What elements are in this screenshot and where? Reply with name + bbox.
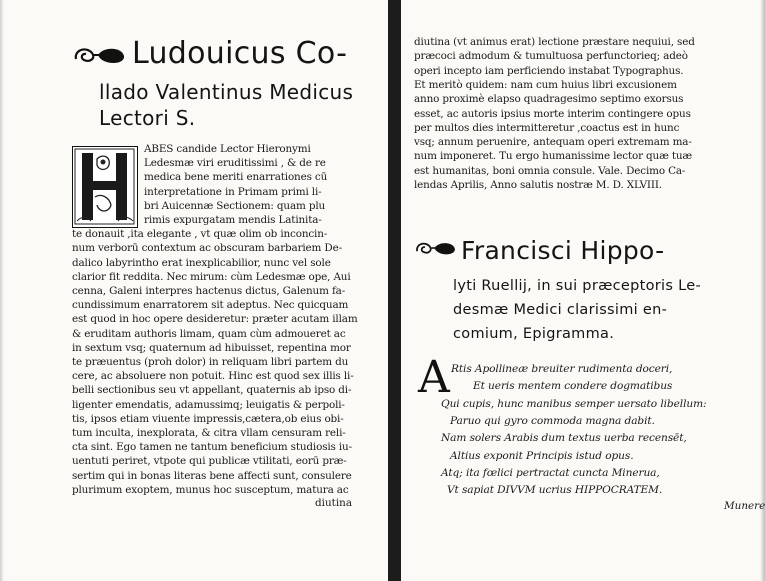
scan-edge <box>760 0 765 581</box>
left-body-line: medica bene meriti enarrationes cū <box>144 171 328 184</box>
right-body-line: anno proximè elapso quadragesimo septimo exorsus <box>414 93 684 106</box>
poem-line: Et ueris mentem condere dogmatibus <box>473 380 673 393</box>
fleuron-ornament-icon <box>414 239 458 257</box>
right-body-line: diutina (vt animus erat) lectione præstare nequiui, sed <box>414 36 695 48</box>
left-body-line: tum inculta, inexplorata, & citra vllam censuram reli- <box>72 427 346 439</box>
left-body-line: ABES candide Lector Hieronymi <box>144 143 311 155</box>
poem-line: Qui cupis, hunc manibus semper uersato libellum: <box>441 397 707 410</box>
right-body-line: esset, ac autoris ipsius morte interim contingere opus <box>414 107 691 120</box>
left-body-line: dalico labyrintho erat inexplicabilior, nunc vel sole <box>72 256 331 269</box>
book-gutter <box>388 0 401 581</box>
left-body-line: bri Auicennæ Sectionem: quam plu <box>144 199 326 212</box>
right-body-line: est humanitas, boni omnia consule. Vale. Decimo Ca- <box>414 164 686 177</box>
left-body-line: est quod in hoc opere desideretur: præter acutam illam <box>72 313 358 326</box>
left-body-line: uentuti periret, vtpote qui publicæ vtilitati, eorū præ- <box>72 455 347 468</box>
poem-line: Nam solers Arabis dum textus uerba recensēt, <box>441 432 687 445</box>
decorated-initial-h-icon <box>73 147 136 226</box>
epigram-title-line-2: lyti Ruellij, in sui præceptoris Le- <box>453 278 701 294</box>
scan-edge <box>0 0 4 581</box>
left-body-line: sertim qui in bonas literas bene affecti sunt, consulere <box>72 469 352 482</box>
left-body-line: rimis expurgatam mendis Latinita- <box>144 214 322 226</box>
left-body-line: cta sint. Ego tamen ne tantum beneficium studiosis iu- <box>72 441 352 454</box>
poem-line: Vt sapiat DIVVM ucrius HIPPOCRATEM. <box>447 484 663 497</box>
right-body-line: præcoci admodum & tumultuosa perfunctorieq; adeò <box>414 50 688 63</box>
left-body-line: in sextum vsq; quaternum ad hibuisset, repentina mor <box>72 341 351 354</box>
right-body-line: num imponeret. Tu ergo humanissime lector quæ tuæ <box>414 150 693 163</box>
poem-line: Rtis Apollineæ breuiter rudimenta doceri, <box>451 363 673 375</box>
left-body-line: & eruditam authoris limam, quam cùm admoueret ac <box>72 327 346 340</box>
poem-line: Atq; ita fœlici pertractat cuncta Minerua, <box>441 466 660 479</box>
right-catchword: Munere <box>724 500 765 512</box>
poem-line: Paruo qui gyro commoda magna dabit. <box>450 414 655 427</box>
right-body-line: lendas Aprilis, Anno salutis nostræ M. D. XLVIII. <box>414 179 662 191</box>
left-body-line: plurimum exoptem, munus hoc susceptum, matura ac <box>72 483 349 496</box>
left-body-line: cenna, Galeni interpres hactenus dictus, Galenum fa- <box>72 285 346 297</box>
left-body-line: te præuentus (proh dolor) in reliquam libri partem du <box>72 356 349 368</box>
poem-line: Altius exponit Principis istud opus. <box>450 449 634 462</box>
right-body-line: Et meritò quidem: nam cum huius libri excusionem <box>414 78 677 91</box>
epigram-title-line-1: Francisci Hippo- <box>461 236 665 265</box>
right-body-line: vsq; annum peruenire, antequam operi extremam ma- <box>414 136 692 149</box>
left-body-line: interpretatione in Primam primi li- <box>144 185 322 198</box>
left-body-line: cundissimum enarratorem sit adeptus. Nec quicquam <box>72 299 349 312</box>
left-body-line: belli sectionibus seu vt appellant, quaternis ab ipso di- <box>72 384 352 397</box>
title-line-3: Lectori S. <box>99 106 196 130</box>
epigram-title-line-3: desmæ Medici clarissimi en- <box>453 302 668 318</box>
title-line-2: llado Valentinus Medicus <box>99 80 354 104</box>
right-body-line: operi incepto iam perficiendo instabat Typographus. <box>414 64 684 77</box>
left-body-line: clarior fit reddita. Nec mirum: cùm Ledesmæ ope, Aui <box>72 270 351 283</box>
left-body-line: ligenter emendatis, adamussimq; leuigatis & perpoli- <box>72 398 345 411</box>
poem-initial: A <box>418 352 450 403</box>
left-body-line: num verborū contextum ac obscuram barbariem De- <box>72 242 342 255</box>
left-body-line: tis, ipsos etiam viuente impressis,cætera,ob eius obi- <box>72 412 344 425</box>
right-body-line: per multos dies intermitteretur ,coactus est in hunc <box>414 121 680 134</box>
left-body-line: cere, ac absoluere non potuit. Hinc est quod sex illis li- <box>72 370 354 383</box>
left-body-line: te donauit ,ita elegante , vt quæ olim ob inconcin- <box>72 228 328 241</box>
fleuron-ornament-icon <box>72 44 128 66</box>
left-body-line: Ledesmæ viri eruditissimi , & de re <box>144 157 326 170</box>
title-line-1: Ludouicus Co- <box>132 36 348 71</box>
left-catchword: diutina <box>315 497 353 509</box>
decorated-initial <box>72 146 138 228</box>
epigram-title-line-4: comium, Epigramma. <box>453 326 615 342</box>
right-page <box>401 0 765 581</box>
